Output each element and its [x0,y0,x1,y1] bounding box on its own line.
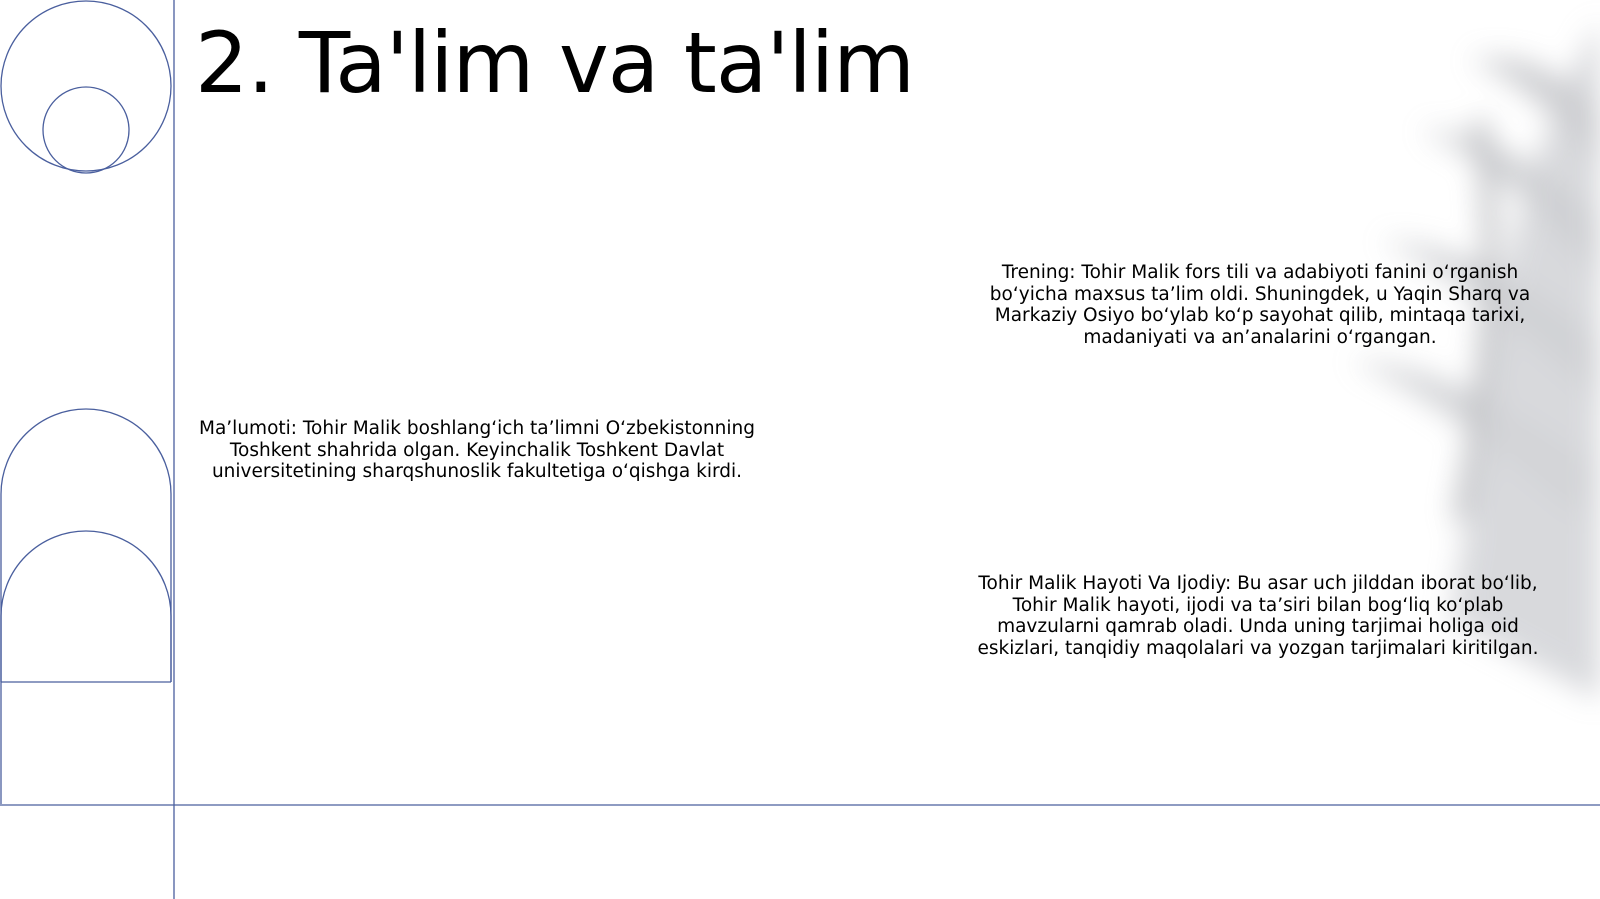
large-circle-outline [1,1,171,171]
training-paragraph: Trening: Tohir Malik fors tili va adabiyoti fanini o‘rganish bo‘yicha maxsus ta’lim oldi. Shuningdek, u Yaqin Sharq va Markaziy Osiyo bo‘ylab ko‘p sayohat qilib, mintaqa tarixi, madaniyati va an’analarini o‘rgangan. [989,262,1531,348]
small-circle-outline [43,87,129,173]
lower-arch-outline [1,531,171,682]
slide-title: 2. Ta'lim va ta'lim [195,14,914,112]
education-paragraph: Ma’lumoti: Tohir Malik boshlang‘ich ta’limni O‘zbekistonning Toshkent shahrida olgan. Keyinchalik Toshkent Davlat universitetining sharqshunoslik fakultetiga o‘qishga kirdi. [199,418,755,482]
upper-arch-outline [1,409,171,682]
book-paragraph: Tohir Malik Hayoti Va Ijodiy: Bu asar uch jilddan iborat bo‘lib, Tohir Malik hayoti, ijodi va ta’siri bilan bog‘liq ko‘plab mavzularni qamrab oladi. Unda uning tarjimai holiga oid eskizlari, tanqidiy maqolalari va yozgan tarjimalari kiritilgan. [977,573,1539,659]
